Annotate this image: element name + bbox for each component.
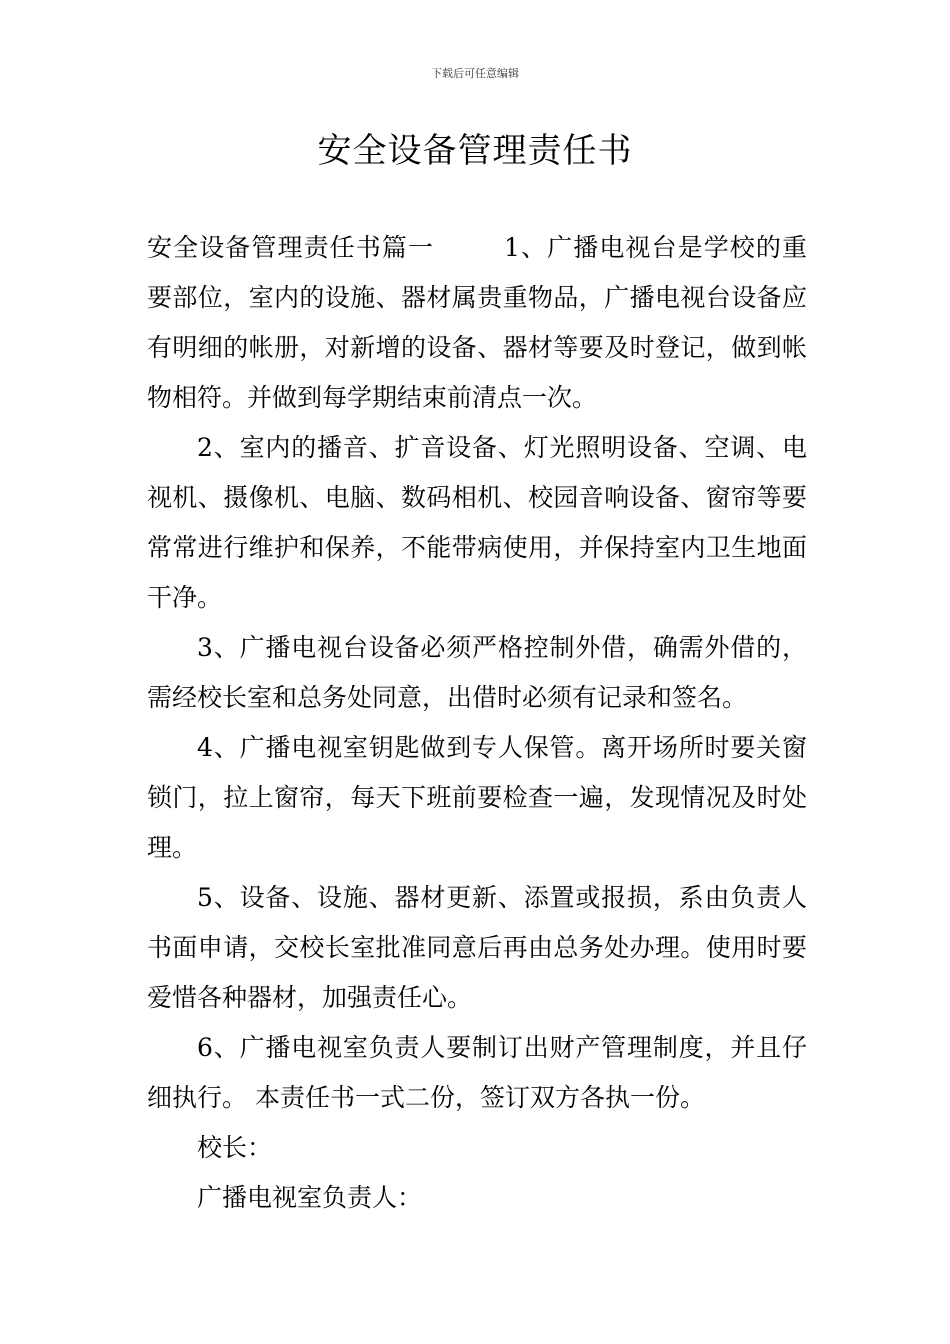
paragraph-6: 6、广播电视室负责人要制订出财产管理制度，并且仔细执行。 本责任书一式二份，签订双方各执一份。: [147, 1033, 807, 1112]
header-note: 下载后可任意编辑: [431, 67, 519, 80]
signature-station-head: 广播电视室负责人：: [197, 1183, 423, 1212]
signature-principal: 校长：: [197, 1133, 273, 1162]
paragraph-3: 3、广播电视台设备必须严格控制外借，确需外借的，需经校长室和总务处同意，出借时必须有记录和签名。: [147, 633, 807, 712]
document-title: 安全设备管理责任书: [317, 131, 633, 171]
paragraph-2: 2、室内的播音、扩音设备、灯光照明设备、空调、电视机、摄像机、电脑、数码相机、校园音响设备、窗帘等要常常进行维护和保养，不能带病使用，并保持室内卫生地面干净。: [147, 433, 807, 612]
paragraph-4: 4、广播电视室钥匙做到专人保管。离开场所时要关窗锁门，拉上窗帘，每天下班前要检查一遍，发现情况及时处理。: [147, 733, 807, 862]
paragraph-5: 5、设备、设施、器材更新、添置或报损，系由负责人书面申请，交校长室批准同意后再由总务处办理。使用时要爱惜各种器材，加强责任心。: [147, 883, 807, 1012]
document-body: [147, 223, 807, 1223]
paragraph-1: [147, 223, 807, 423]
paragraph-1-text: 1、广播电视台是学校的重要部位，室内的设施、器材属贵重物品，广播电视台设备应有明细的帐册，对新增的设备、器材等要及时登记，做到帐物相符。并做到每学期结束前清点一次。: [147, 233, 807, 412]
intro-label: 安全设备管理责任书篇一: [147, 233, 435, 262]
